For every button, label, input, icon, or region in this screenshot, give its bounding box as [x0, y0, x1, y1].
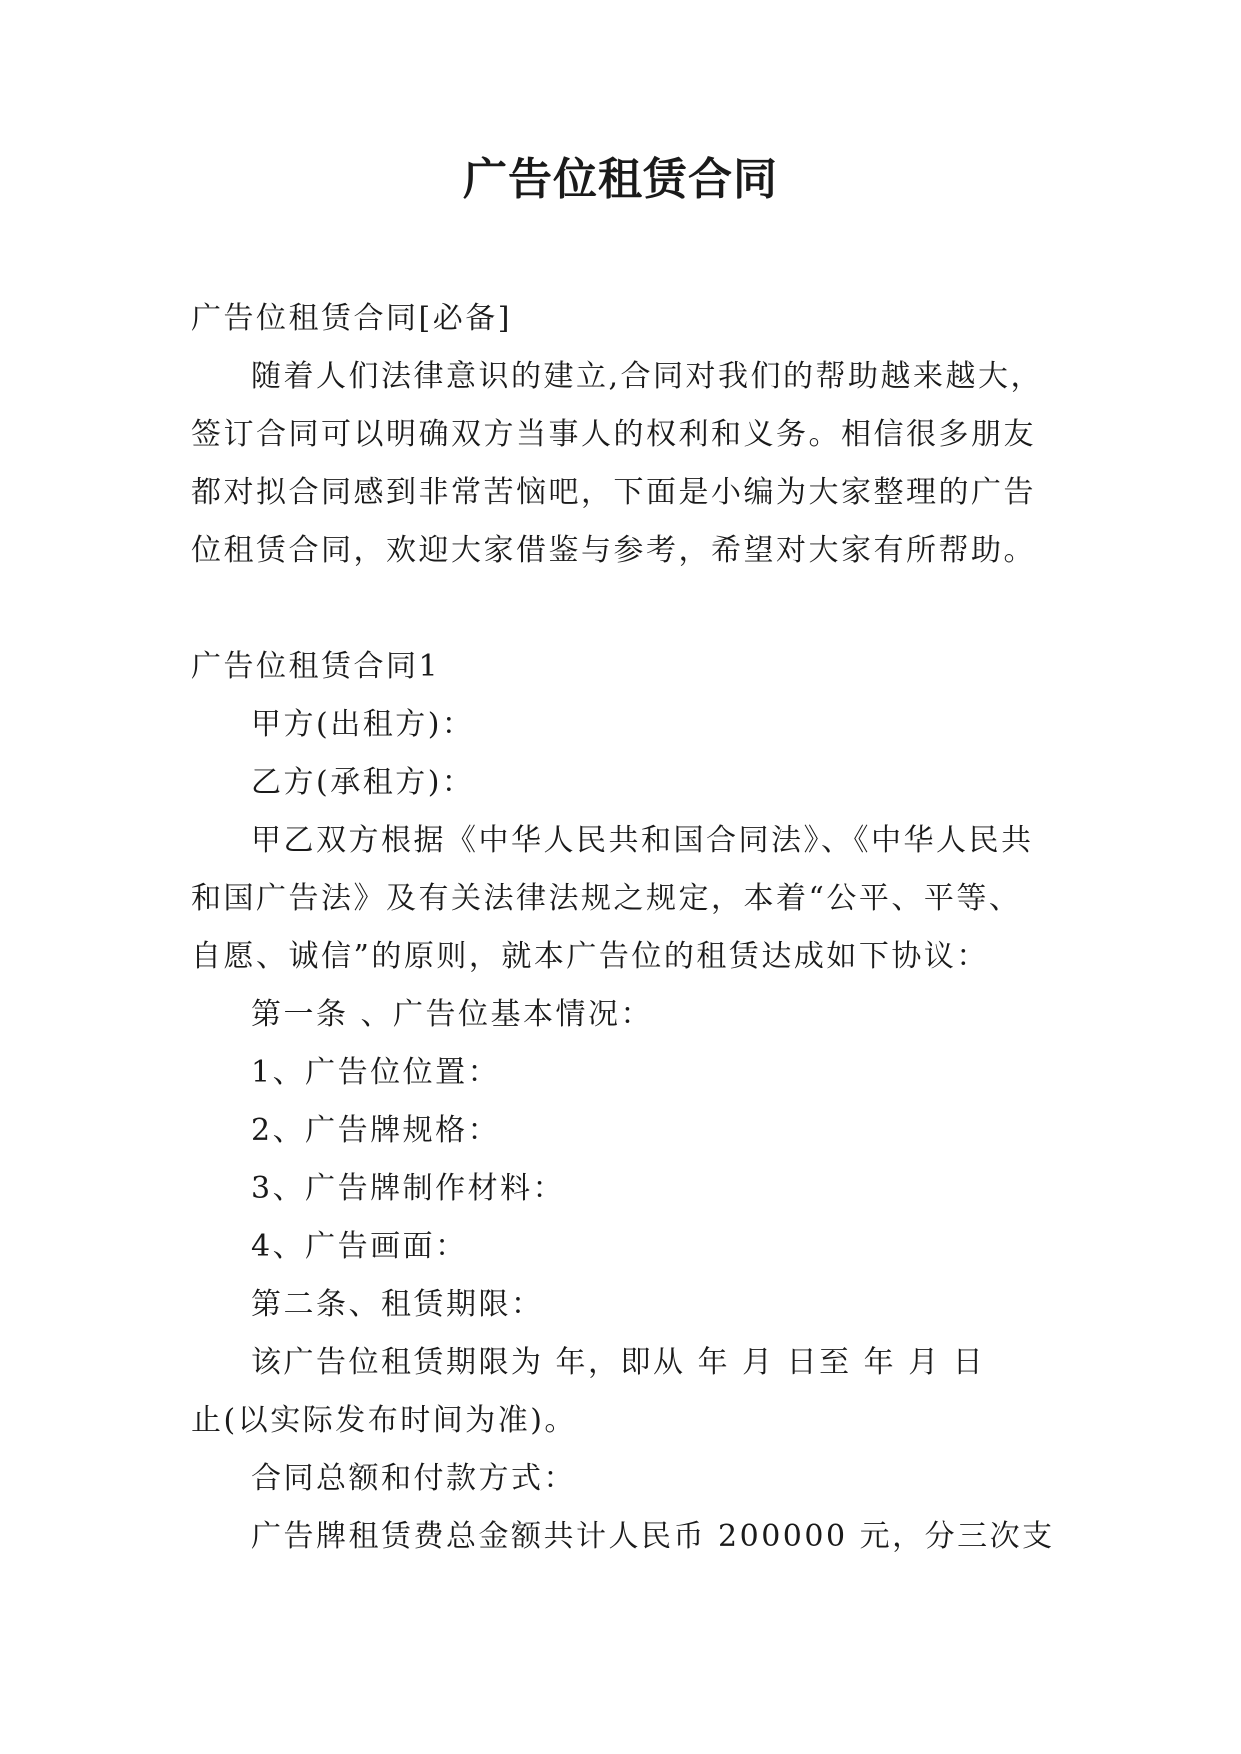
article-1-item: 2、广告牌规格： [251, 1113, 501, 1148]
term-paragraph [191, 1334, 1066, 1450]
preamble-line: 自愿、诚信”的原则，就本广告位的租赁达成如下协议： [191, 939, 989, 974]
article-1-item: 3、广告牌制作材料： [251, 1171, 566, 1206]
intro-line: 随着人们法律意识的建立,合同对我们的帮助越来越大， [251, 359, 1044, 394]
article-1-title: 第一条 、广告位基本情况： [251, 997, 654, 1032]
intro-line: 都对拟合同感到非常苦恼吧，下面是小编为大家整理的广告 [191, 475, 1036, 510]
term-line: 该广告位租赁期限为 年，即从 年 月 日至 年 月 日 [251, 1345, 986, 1380]
party-b-line: 乙方(承租方)： [251, 765, 475, 800]
payment-title: 合同总额和付款方式： [251, 1461, 576, 1496]
term-line: 止(以实际发布时间为准)。 [191, 1403, 577, 1438]
party-a-line: 甲方(出租方)： [251, 707, 475, 742]
intro-line: 签订合同可以明确双方当事人的权利和义务。相信很多朋友 [191, 417, 1036, 452]
intro-paragraph [191, 348, 1066, 580]
intro-line: 位租赁合同，欢迎大家借鉴与参考，希望对大家有所帮助。 [191, 533, 1036, 568]
article-1-item: 1、广告位位置： [251, 1055, 501, 1090]
payment-line: 广告牌租赁费总金额共计人民币 200000 元，分三次支 [251, 1519, 1055, 1554]
preamble-line: 甲乙双方根据《中华人民共和国合同法》、《中华人民共 [251, 823, 1034, 858]
intro-heading: 广告位租赁合同[必备] [191, 301, 512, 336]
document-title: 广告位租赁合同 [463, 154, 778, 205]
article-1-item: 4、广告画面： [251, 1229, 468, 1264]
article-2-title: 第二条、租赁期限： [251, 1287, 544, 1322]
section-heading: 广告位租赁合同1 [191, 649, 441, 684]
document-body [191, 290, 1066, 1566]
preamble-paragraph [191, 812, 1066, 986]
preamble-line: 和国广告法》及有关法律法规之规定，本着“公平、平等、 [191, 881, 1022, 916]
